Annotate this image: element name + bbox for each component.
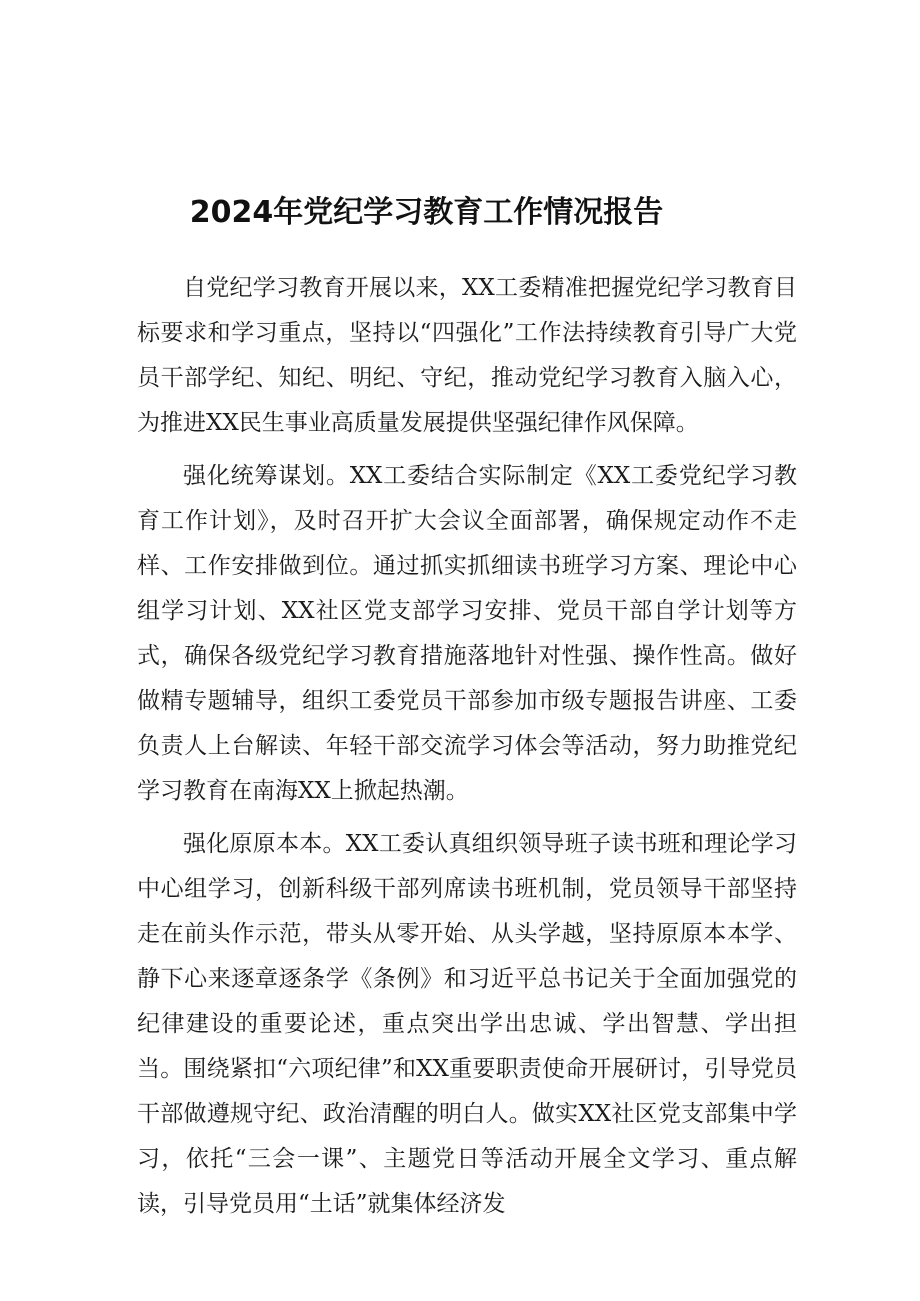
paragraph-planning: 强化统筹谋划。XX工委结合实际制定《XX工委党纪学习教育工作计划》，及时召开扩大会议全面部署，确保规定动作不走样、工作安排做到位。通过抓实抓细读书班学习方案、理论中心组学习计划、XX社区党支部学习安排、党员干部自学计划等方式，确保各级党纪学习教育措施落地针对性强、操作性高。做好做精专题辅导，组织工委党员干部参加市级专题报告讲座、工委负责人上台解读、年轻干部交流学习体会等活动，努力助推党纪学习教育在南海XX上掀起热潮。	[137, 463, 797, 804]
document-body	[137, 266, 797, 1235]
document-title: 2024年党纪学习教育工作情况报告	[189, 195, 664, 231]
paragraph-intro: 自党纪学习教育开展以来，XX工委精准把握党纪学习教育目标要求和学习重点，坚持以“四强化”工作法持续教育引导广大党员干部学纪、知纪、明纪、守纪，推动党纪学习教育入脑入心，为推进XX民生事业高质量发展提供坚强纪律作风保障。	[137, 275, 797, 436]
paragraph-original-study: 强化原原本本。XX工委认真组织领导班子读书班和理论学习中心组学习，创新科级干部列席读书班机制，党员领导干部坚持走在前头作示范，带头从零开始、从头学越，坚持原原本本学、静下心来逐章逐条学《条例》和习近平总书记关于全面加强党的纪律建设的重要论述，重点突出学出忠诚、学出智慧、学出担当。围绕紧扣“六项纪律”和XX重要职责使命开展研讨，引导党员干部做遵规守纪、政治清醒的明白人。做实XX社区党支部集中学习，依托“三会一课”、主题党日等活动开展全文学习、重点解读，引导党员用“土话”就集体经济发	[137, 831, 797, 1217]
